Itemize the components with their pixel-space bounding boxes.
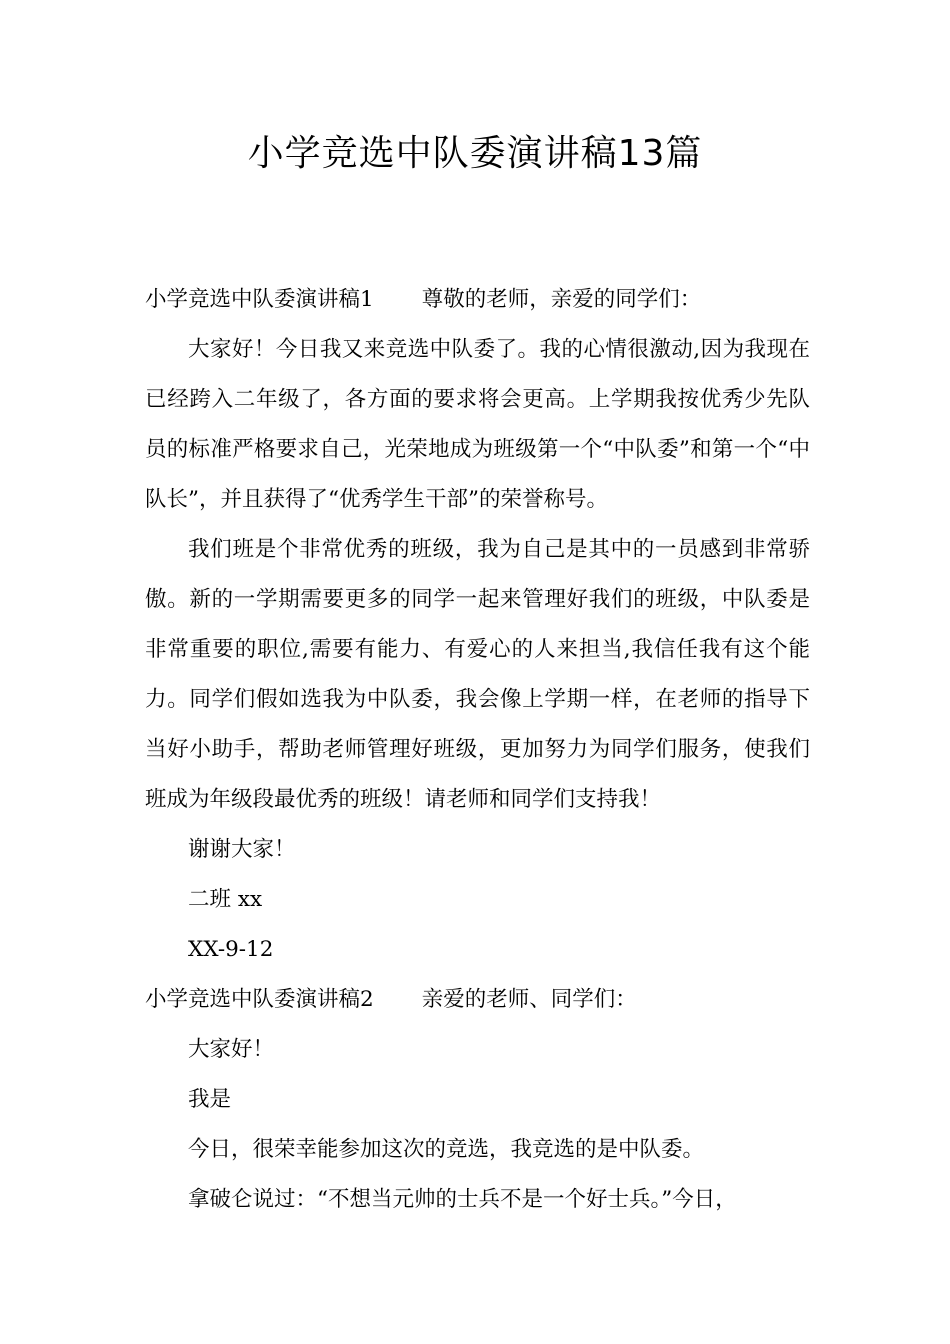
speech1-paragraph-1: 大家好！今日我又来竞选中队委了。我的心情很激动,因为我现在已经跨入二年级了，各方面的要求将会更高。上学期我按优秀少先队员的标准严格要求自己，光荣地成为班级第一个“中队委”和第一个“中队长”，并且获得了“优秀学生干部”的荣誉称号。 (145, 337, 810, 512)
document-body (145, 275, 810, 1225)
document-title: 小学竞选中队委演讲稿13篇 (247, 133, 703, 174)
speech1-date: XX-9-12 (188, 937, 274, 962)
speech1-signature: 二班 xx (188, 887, 263, 912)
speech1-paragraph-2: 我们班是个非常优秀的班级，我为自己是其中的一员感到非常骄傲。新的一学期需要更多的同学一起来管理好我们的班级，中队委是非常重要的职位,需要有能力、有爱心的人来担当,我信任我有这个能力。同学们假如选我为中队委，我会像上学期一样，在老师的指导下当好小助手，帮助老师管理好班级，更加努力为同学们服务，使我们班成为年级段最优秀的班级！请老师和同学们支持我！ (145, 537, 810, 812)
speech1-heading-line (145, 275, 810, 325)
speech2-heading: 小学竞选中队委演讲稿2 (145, 987, 374, 1012)
speech2-salutation: 亲爱的老师、同学们： (421, 987, 637, 1012)
speech1-salutation: 尊敬的老师，亲爱的同学们： (421, 287, 702, 312)
speech2-paragraph-1: 今日，很荣幸能参加这次的竞选，我竞选的是中队委。 (188, 1137, 705, 1162)
speech2-greeting: 大家好！ (188, 1037, 275, 1062)
speech1-heading: 小学竞选中队委演讲稿1 (145, 287, 374, 312)
speech2-iam: 我是 (188, 1087, 232, 1112)
speech2-paragraph-2: 拿破仑说过：“不想当元帅的士兵不是一个好士兵。”今日， (188, 1187, 737, 1212)
speech1-thanks: 谢谢大家！ (188, 837, 296, 862)
speech2-heading-line (145, 975, 810, 1025)
